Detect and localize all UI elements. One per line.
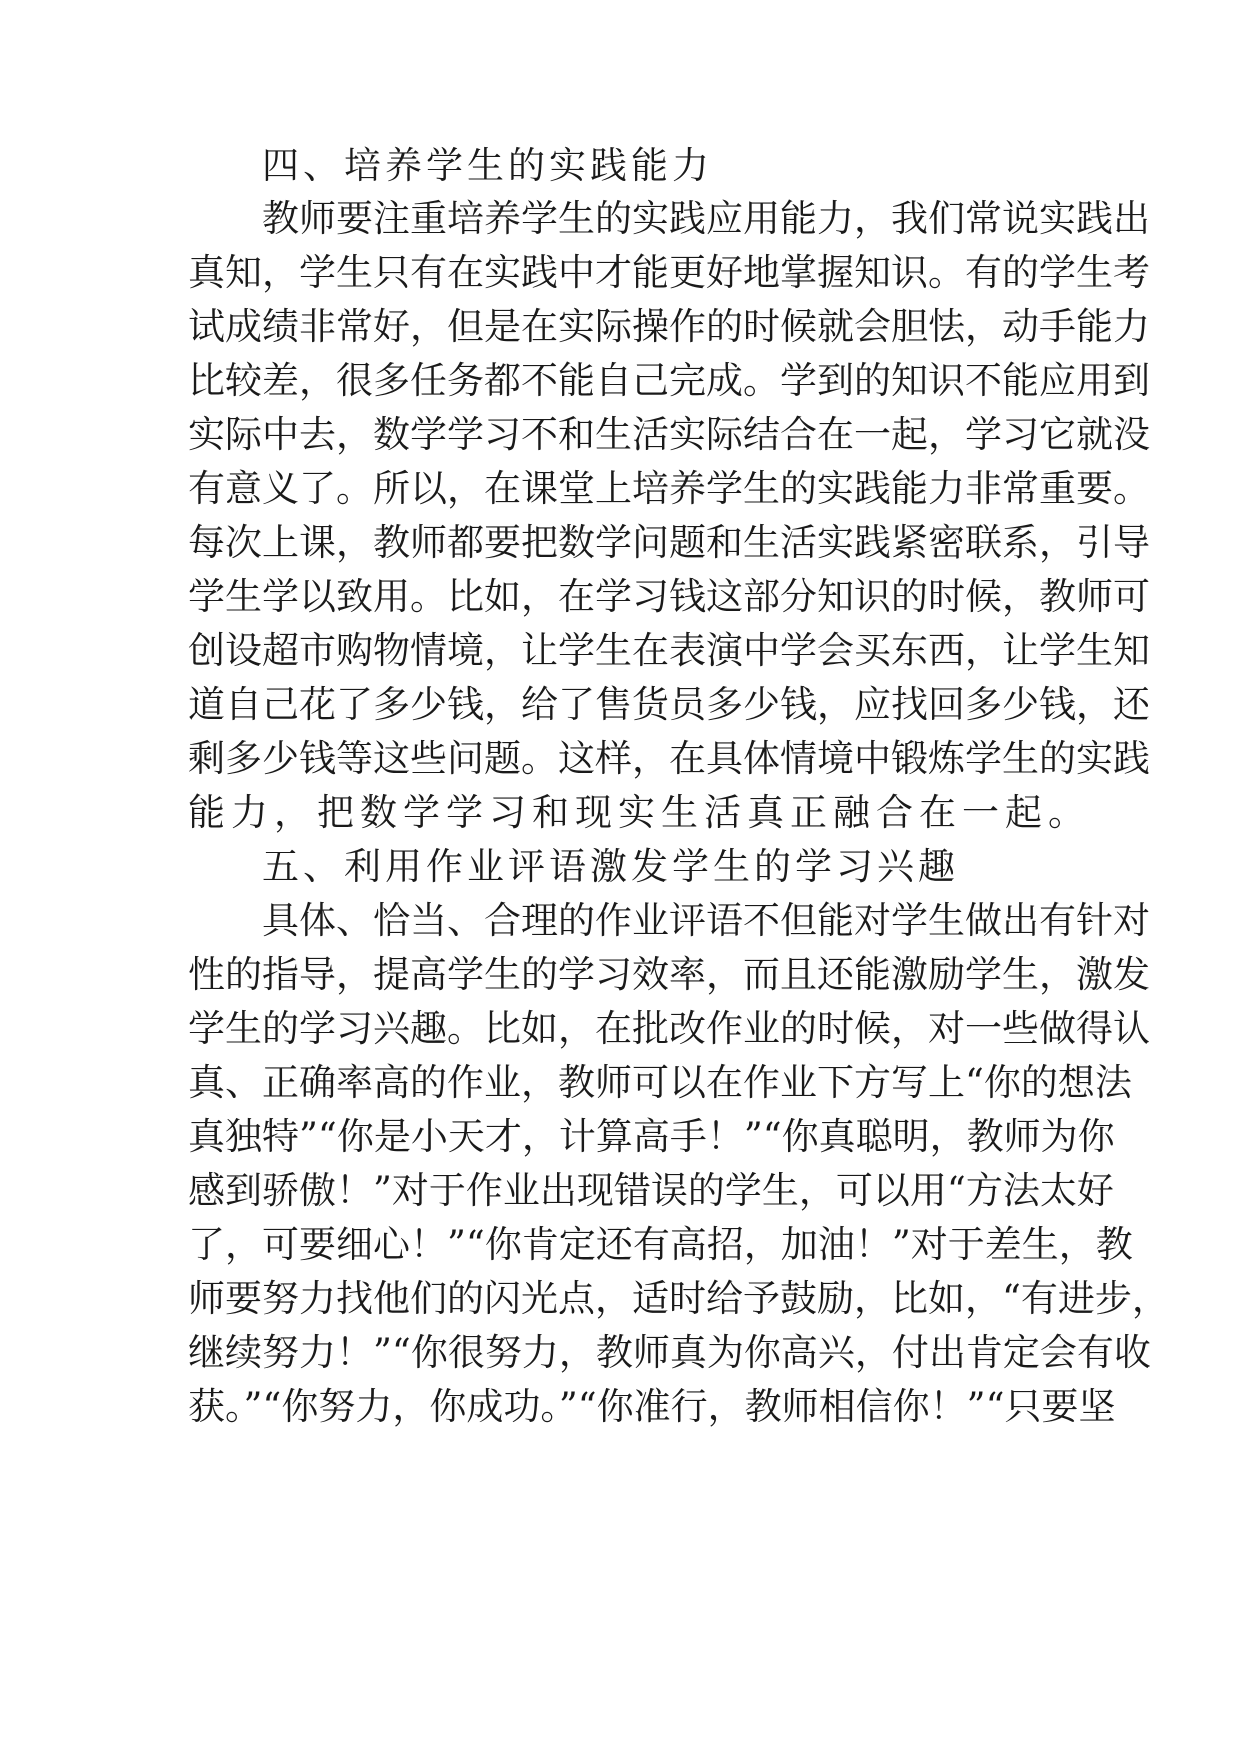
paragraph-line: 试成绩非常好，但是在实际操作的时候就会胆怯，动手能力 bbox=[188, 305, 1150, 348]
paragraph-line: 比较差，很多任务都不能自己完成。学到的知识不能应用到 bbox=[188, 359, 1150, 402]
section-heading-5: 五、利用作业评语激发学生的学习兴趣 bbox=[262, 845, 959, 888]
paragraph-line: 师要努力找他们的闪光点，适时给予鼓励，比如，“有进步， bbox=[188, 1277, 1169, 1320]
paragraph-line: 获。”“你努力，你成功。”“你准行，教师相信你！”“只要坚 bbox=[188, 1385, 1116, 1428]
paragraph-line: 道自己花了多少钱，给了售货员多少钱，应找回多少钱，还 bbox=[188, 683, 1150, 726]
paragraph-line: 学生的学习兴趣。比如，在批改作业的时候，对一些做得认 bbox=[188, 1007, 1150, 1050]
paragraph-line: 创设超市购物情境，让学生在表演中学会买东西，让学生知 bbox=[188, 629, 1150, 672]
paragraph-line: 教师要注重培养学生的实践应用能力，我们常说实践出 bbox=[262, 197, 1150, 240]
paragraph-line: 实际中去，数学学习不和生活实际结合在一起，学习它就没 bbox=[188, 413, 1150, 456]
paragraph-line: 具体、恰当、合理的作业评语不但能对学生做出有针对 bbox=[262, 899, 1150, 942]
paragraph-line: 能力，把数学学习和现实生活真正融合在一起。 bbox=[188, 791, 1091, 834]
paragraph-line: 继续努力！”“你很努力，教师真为你高兴，付出肯定会有收 bbox=[188, 1331, 1151, 1374]
paragraph-line: 了，可要细心！”“你肯定还有高招，加油！”对于差生，教 bbox=[188, 1223, 1133, 1266]
paragraph-line: 感到骄傲！”对于作业出现错误的学生，可以用“方法太好 bbox=[188, 1169, 1114, 1212]
paragraph-line: 性的指导，提高学生的学习效率，而且还能激励学生，激发 bbox=[188, 953, 1150, 996]
paragraph-line: 真、正确率高的作业，教师可以在作业下方写上“你的想法 bbox=[188, 1061, 1132, 1104]
paragraph-line: 学生学以致用。比如，在学习钱这部分知识的时候，教师可 bbox=[188, 575, 1150, 618]
paragraph-line: 剩多少钱等这些问题。这样，在具体情境中锻炼学生的实践 bbox=[188, 737, 1150, 780]
paragraph-line: 真独特”“你是小天才，计算高手！”“你真聪明，教师为你 bbox=[188, 1115, 1115, 1158]
paragraph-line: 每次上课，教师都要把数学问题和生活实践紧密联系，引导 bbox=[188, 521, 1150, 564]
section-heading-4: 四、培养学生的实践能力 bbox=[262, 144, 713, 187]
paragraph-line: 真知，学生只有在实践中才能更好地掌握知识。有的学生考 bbox=[188, 251, 1150, 294]
paragraph-line: 有意义了。所以，在课堂上培养学生的实践能力非常重要。 bbox=[188, 467, 1150, 510]
